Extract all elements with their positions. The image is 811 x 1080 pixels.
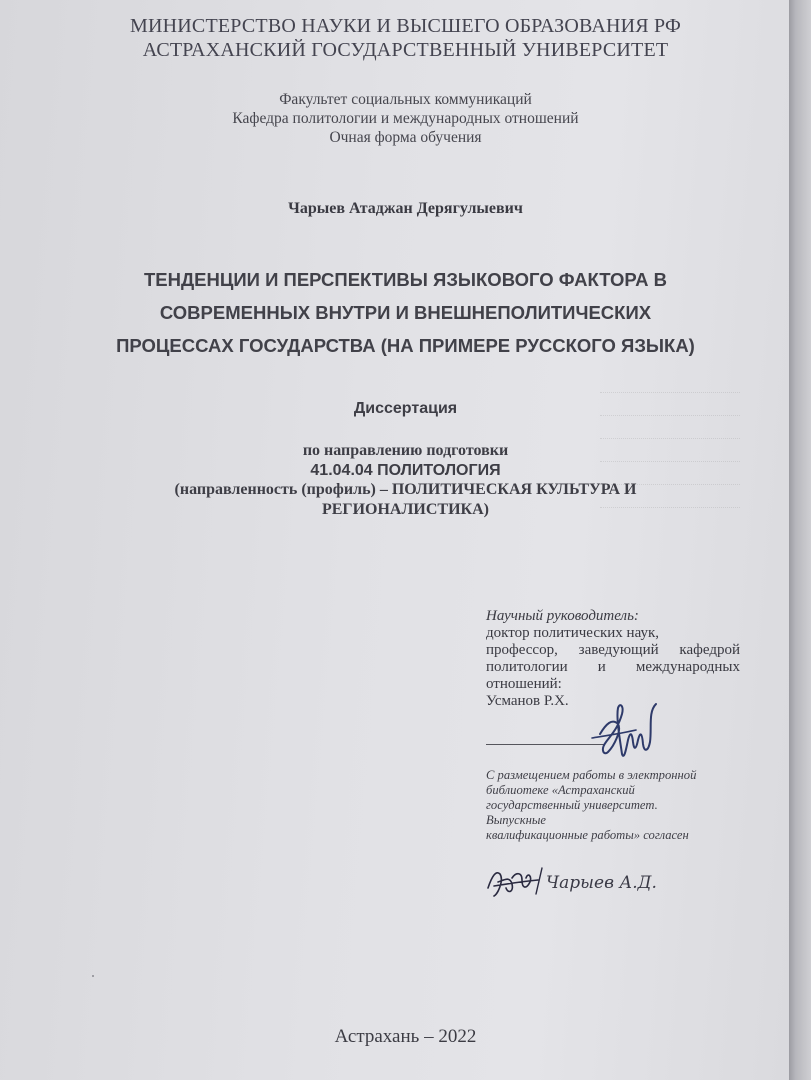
direction-profile: (направленность (профиль) – ПОЛИТИЧЕСКАЯ КУЛЬТУРА И [174, 481, 637, 498]
direction-intro: по направлению подготовки [302, 442, 509, 459]
supervisor-degree: доктор политических наук, [486, 625, 660, 641]
consent-text: Выпускные [486, 813, 546, 827]
thesis-title [0, 263, 811, 362]
author-name: Чарыев Атаджан Дерягулыевич [288, 200, 523, 217]
study-form: Очная форма обучения [329, 129, 482, 146]
direction-block [0, 441, 811, 519]
faculty-name: Факультет социальных коммуникаций [279, 91, 532, 108]
paper-speck [92, 975, 94, 977]
supervisor-position: политологии и международных [486, 659, 740, 675]
university-name: АСТРАХАНСКИЙ ГОСУДАРСТВЕННЫЙ УНИВЕРСИТЕТ [142, 39, 669, 61]
thesis-title-line: ПРОЦЕССАХ ГОСУДАРСТВА (НА ПРИМЕРЕ РУССКОГО ЯЗЫКА) [116, 335, 695, 356]
supervisor-name: Усманов Р.Х. [486, 693, 569, 709]
ministry-header [0, 14, 811, 62]
faculty-block [0, 90, 811, 147]
library-consent-block [486, 768, 736, 843]
consent-text: квалификационные работы» согласен [486, 828, 689, 842]
page-edge-shadow [789, 0, 811, 1080]
student-signature [482, 858, 682, 902]
work-type: Диссертация [353, 400, 458, 417]
consent-text: государственный университет. [486, 798, 658, 812]
thesis-title-line: СОВРЕМЕННЫХ ВНУТРИ И ВНЕШНЕПОЛИТИЧЕСКИХ [159, 302, 652, 323]
direction-code: 41.04.04 ПОЛИТОЛОГИЯ [310, 461, 501, 479]
city-year: Астрахань – 2022 [334, 1026, 477, 1047]
ministry-name: МИНИСТЕРСТВО НАУКИ И ВЫСШЕГО ОБРАЗОВАНИЯ РФ [130, 15, 681, 37]
consent-text: библиотеке «Астраханский [486, 783, 635, 797]
student-handwritten-name: Чарыев А.Д. [546, 873, 657, 893]
direction-profile: РЕГИОНАЛИСТИКА) [321, 500, 490, 518]
supervisor-signature [578, 694, 662, 766]
department-name: Кафедра политологии и международных отношений [232, 110, 579, 127]
supervisor-position: профессор, заведующий кафедрой [486, 642, 740, 658]
thesis-title-line: ТЕНДЕНЦИИ И ПЕРСПЕКТИВЫ ЯЗЫКОВОГО ФАКТОРА В [143, 269, 668, 290]
supervisor-label: Научный руководитель: [486, 608, 639, 624]
consent-text: С размещением работы в электронной [486, 768, 697, 782]
supervisor-position: отношений: [486, 676, 562, 692]
